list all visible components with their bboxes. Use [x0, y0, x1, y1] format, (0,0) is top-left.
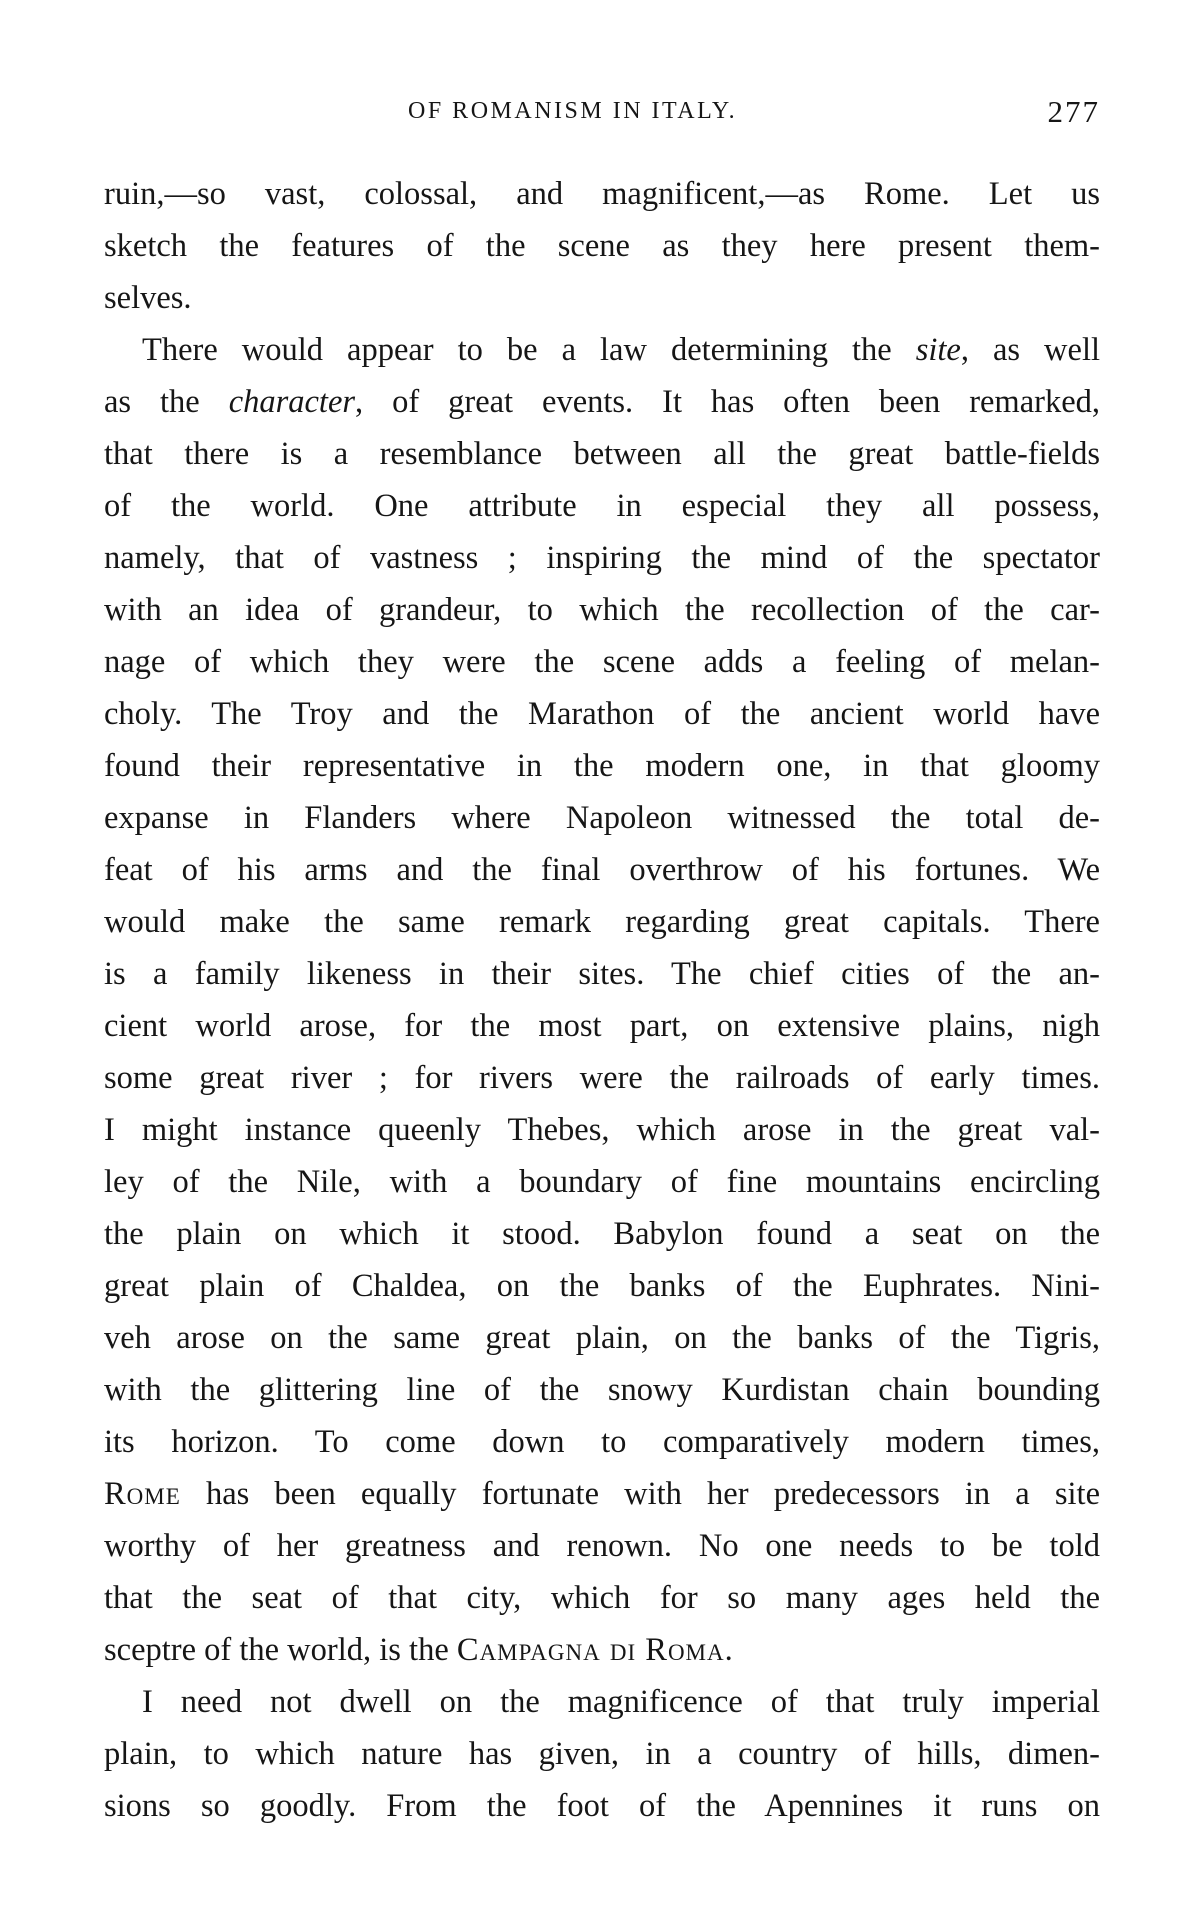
text-line [104, 1468, 1100, 1520]
text-line: veh arose on the same great plain, on the banks of the Tigris, [104, 1320, 1100, 1356]
text-line: sions so goodly. From the foot of the Apennines it runs on [104, 1788, 1100, 1824]
body-text [104, 168, 1100, 1832]
running-head [100, 94, 1100, 138]
text-line: namely, that of vastness ; inspiring the mind of the spectator [104, 540, 1100, 576]
small-caps-name: Rome [104, 1476, 181, 1512]
text-line: with an idea of grandeur, to which the recollection of the car- [104, 592, 1100, 628]
text-line [104, 324, 1100, 376]
text-line [104, 1624, 1100, 1676]
text-line: that there is a resemblance between all the great battle-fields [104, 436, 1100, 472]
text-run: , of great events. It has often been remarked, [355, 384, 1101, 420]
text-line: the plain on which it stood. Babylon found a seat on the [104, 1216, 1100, 1252]
small-caps-name: Campagna di Roma [456, 1632, 725, 1668]
text-line: sketch the features of the scene as they here present them- [104, 228, 1100, 264]
text-line: great plain of Chaldea, on the banks of the Euphrates. Nini- [104, 1268, 1100, 1304]
text-line: its horizon. To come down to comparatively modern times, [104, 1424, 1100, 1460]
text-line: expanse in Flanders where Napoleon witnessed the total de- [104, 800, 1100, 836]
text-line: that the seat of that city, which for so many ages held the [104, 1580, 1100, 1616]
text-line: ruin,—so vast, colossal, and magnificent,—as Rome. Let us [104, 176, 1100, 212]
text-line: some great river ; for rivers were the railroads of early times. [104, 1060, 1100, 1096]
text-run: has been equally fortunate with her predecessors in a site [180, 1476, 1100, 1512]
text-line: plain, to which nature has given, in a country of hills, dimen- [104, 1736, 1100, 1772]
text-line: selves. [104, 280, 192, 316]
text-line: found their representative in the modern one, in that gloomy [104, 748, 1100, 784]
text-line: of the world. One attribute in especial they all possess, [104, 488, 1100, 524]
italic-word: site [915, 332, 961, 368]
text-line: feat of his arms and the final overthrow of his fortunes. We [104, 852, 1100, 888]
text-line: nage of which they were the scene adds a feeling of melan- [104, 644, 1100, 680]
text-line [104, 376, 1100, 428]
italic-word: character [228, 384, 356, 420]
text-run: . [724, 1632, 733, 1668]
page-number: 277 [1047, 94, 1100, 129]
text-line: with the glittering line of the snowy Kurdistan chain bounding [104, 1372, 1100, 1408]
text-run: as the [104, 384, 200, 420]
running-title: OF ROMANISM IN ITALY. [408, 98, 738, 124]
text-line: choly. The Troy and the Marathon of the ancient world have [104, 696, 1100, 732]
text-line: ley of the Nile, with a boundary of fine mountains encircling [104, 1164, 1100, 1200]
text-line: worthy of her greatness and renown. No one needs to be told [104, 1528, 1100, 1564]
text-run: sceptre of the world, is the [104, 1632, 449, 1668]
text-line: I might instance queenly Thebes, which arose in the great val- [104, 1112, 1100, 1148]
text-line: cient world arose, for the most part, on extensive plains, nigh [104, 1008, 1100, 1044]
text-line: I need not dwell on the magnificence of that truly imperial [142, 1684, 1100, 1720]
text-line: would make the same remark regarding great capitals. There [104, 904, 1100, 940]
text-line: is a family likeness in their sites. The chief cities of the an- [104, 956, 1100, 992]
text-run: , as well [960, 332, 1100, 368]
text-run: There would appear to be a law determining the [142, 332, 892, 368]
